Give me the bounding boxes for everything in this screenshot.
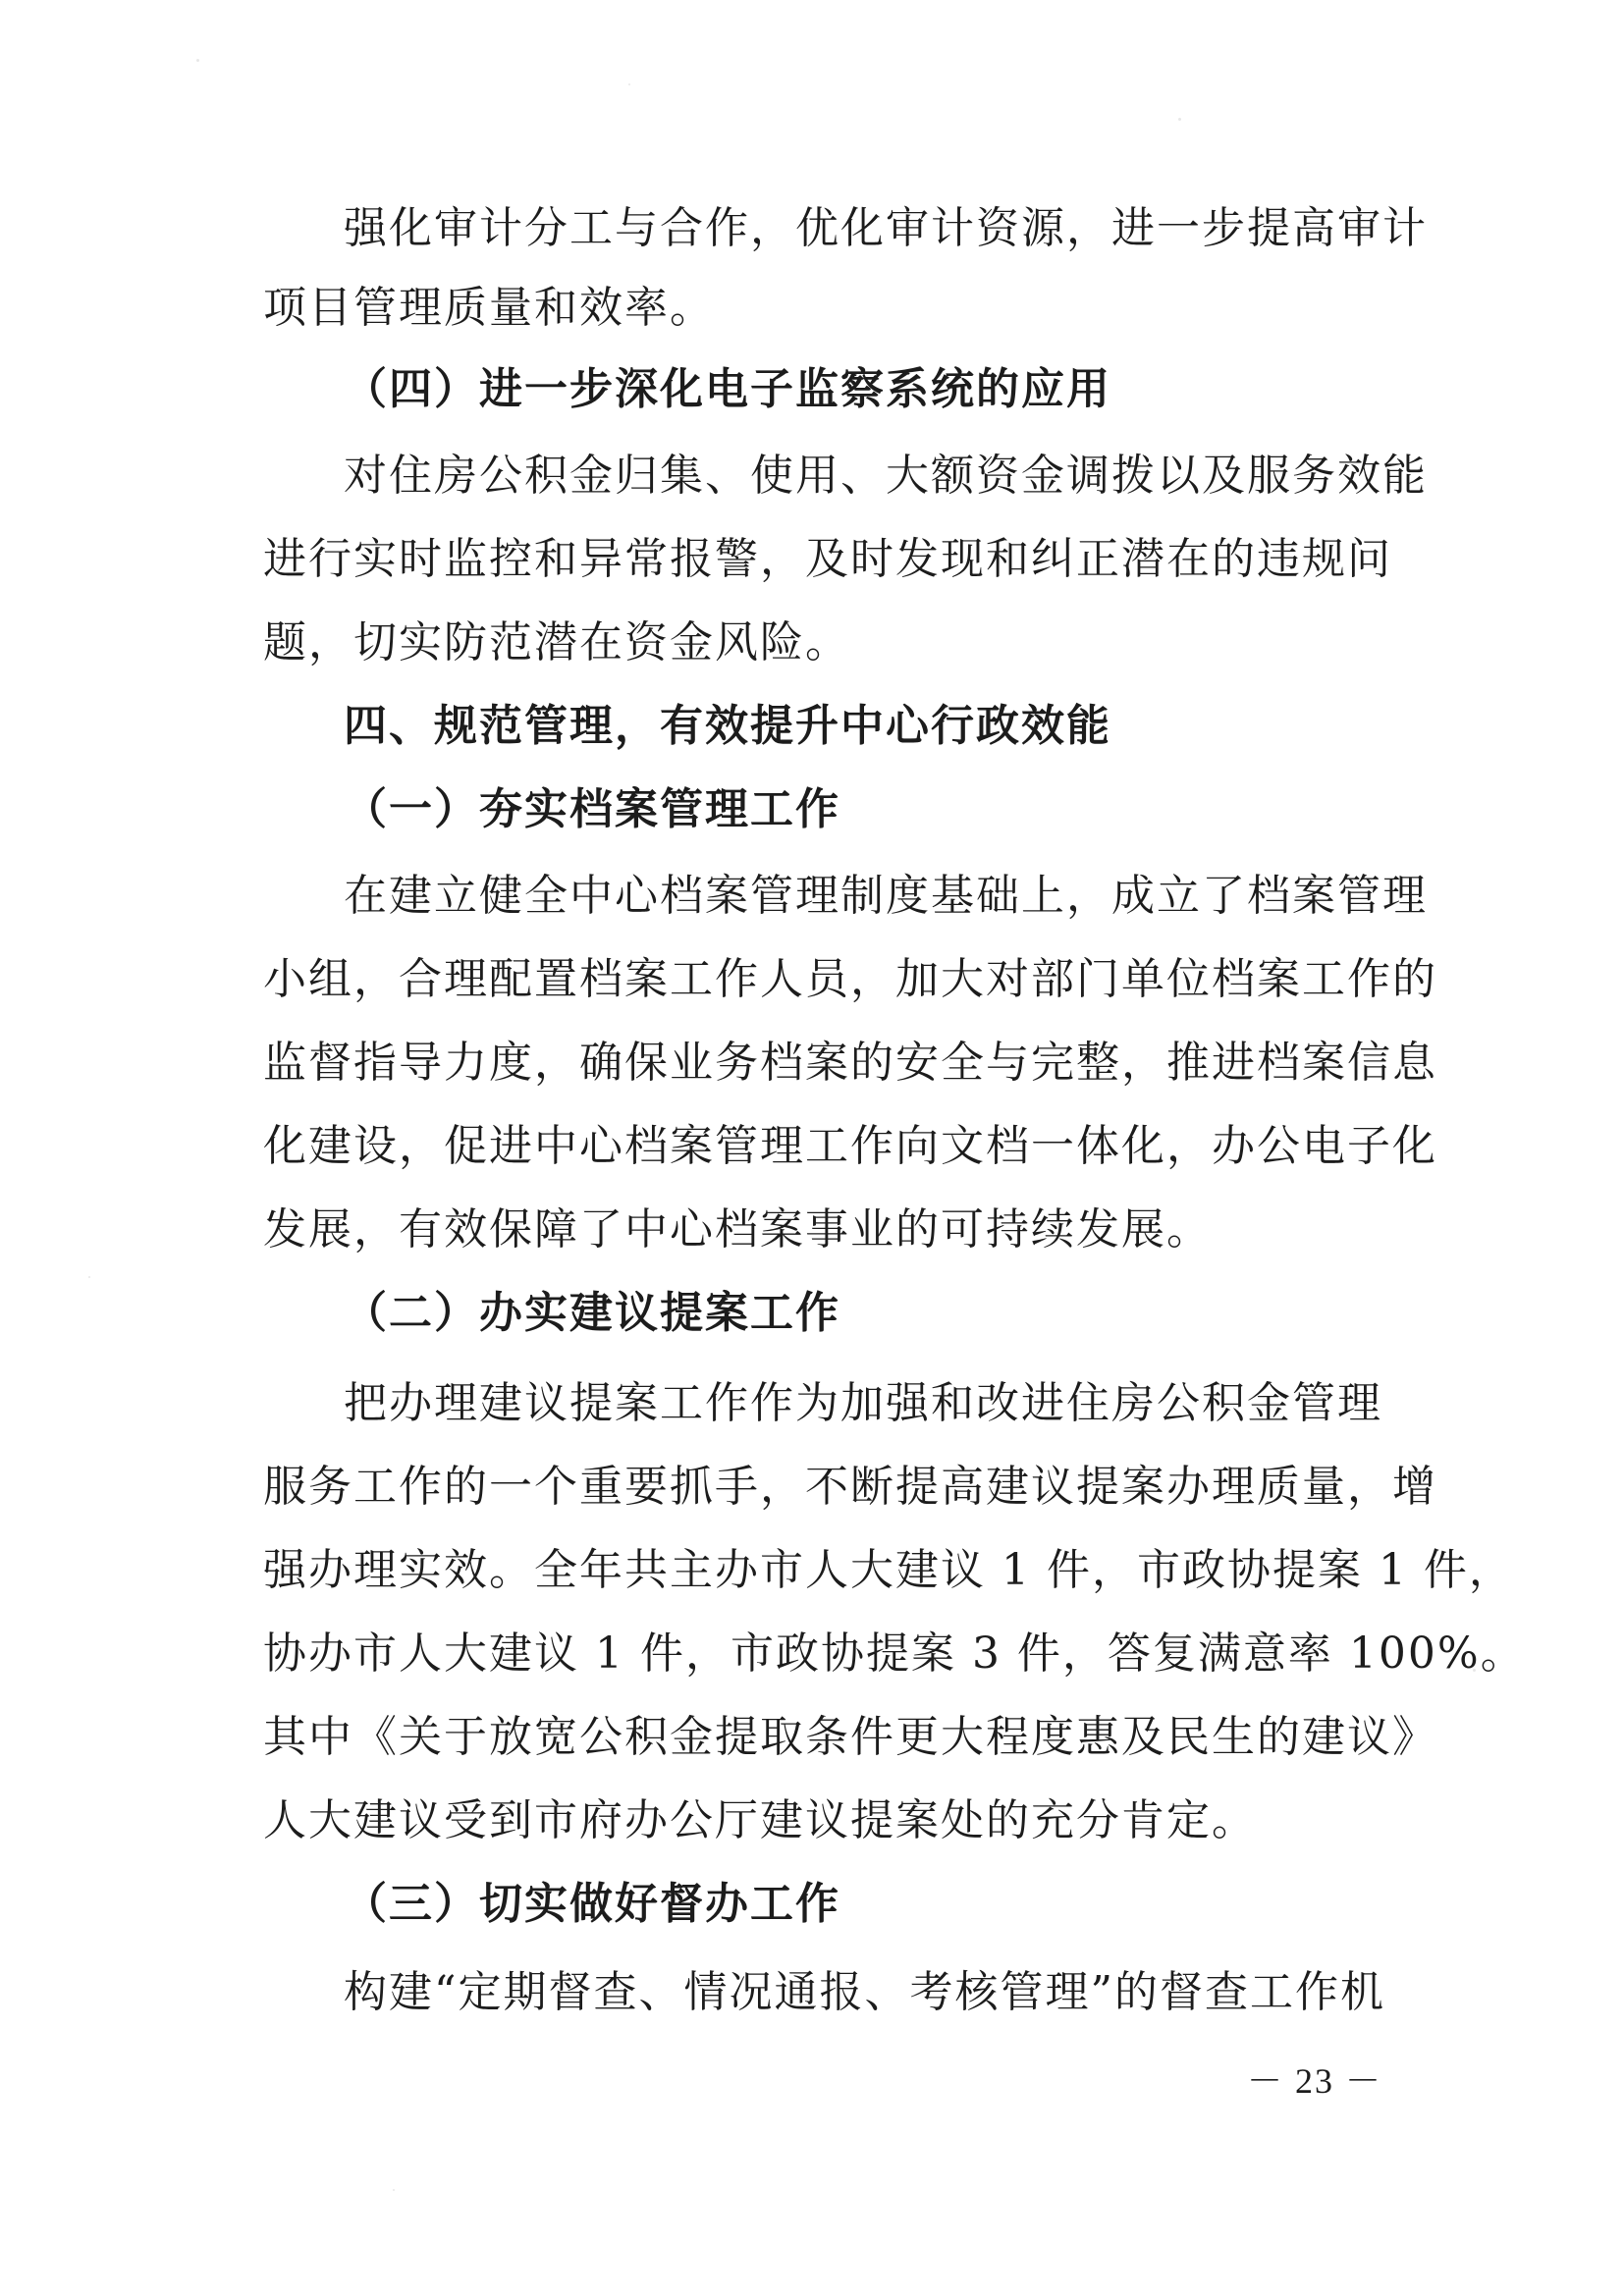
scan-speck xyxy=(393,2189,395,2191)
paragraph-line: 构建“定期督查、情况通报、考核管理”的督查工作机 xyxy=(344,1967,1385,2017)
paragraph-line: 监督指导力度，确保业务档案的安全与完整，推进档案信息 xyxy=(263,1038,1437,1088)
scan-speck xyxy=(196,59,199,62)
scan-speck xyxy=(88,1276,90,1278)
page-number: － 23 － xyxy=(1247,2061,1383,2101)
paragraph-line: 化建设，促进中心档案管理工作向文档一体化，办公电子化 xyxy=(263,1121,1437,1171)
paragraph-line: 人大建议受到市府办公厅建议提案处的充分肯定。 xyxy=(263,1795,1257,1845)
paragraph-line: 小组，合理配置档案工作人员，加大对部门单位档案工作的 xyxy=(263,954,1437,1004)
paragraph-line: 题，切实防范潜在资金风险。 xyxy=(263,617,850,667)
chapter-heading: 四、规范管理，有效提升中心行政效能 xyxy=(344,701,1111,751)
section-heading: （三）切实做好督办工作 xyxy=(344,1879,840,1929)
paragraph-line: 进行实时监控和异常报警，及时发现和纠正潜在的违规问 xyxy=(263,534,1392,584)
paragraph-line: 强办理实效。全年共主办市人大建议 1 件，市政协提案 1 件， xyxy=(263,1545,1514,1595)
paragraph-line: 项目管理质量和效率。 xyxy=(263,283,715,333)
section-heading: （一）夯实档案管理工作 xyxy=(344,784,840,834)
paragraph-line: 把办理建议提案工作作为加强和改进住房公积金管理 xyxy=(344,1378,1382,1428)
paragraph-line: 其中《关于放宽公积金提取条件更大程度惠及民生的建议》 xyxy=(263,1712,1437,1762)
paragraph-line: 在建立健全中心档案管理制度基础上，成立了档案管理 xyxy=(344,871,1428,921)
paragraph-line: 对住房公积金归集、使用、大额资金调拨以及服务效能 xyxy=(344,451,1428,501)
paragraph-line: 发展，有效保障了中心档案事业的可持续发展。 xyxy=(263,1204,1212,1255)
section-heading: （四）进一步深化电子监察系统的应用 xyxy=(344,364,1111,414)
paragraph-line: 服务工作的一个重要抓手，不断提高建议提案办理质量，增 xyxy=(263,1462,1437,1512)
paragraph-line: 强化审计分工与合作，优化审计资源，进一步提高审计 xyxy=(344,203,1428,253)
paragraph-line: 协办市人大建议 1 件，市政协提案 3 件，答复满意率 100%。 xyxy=(263,1629,1526,1679)
scan-speck xyxy=(628,83,630,85)
section-heading: （二）办实建议提案工作 xyxy=(344,1288,840,1338)
scan-speck xyxy=(1178,118,1181,121)
